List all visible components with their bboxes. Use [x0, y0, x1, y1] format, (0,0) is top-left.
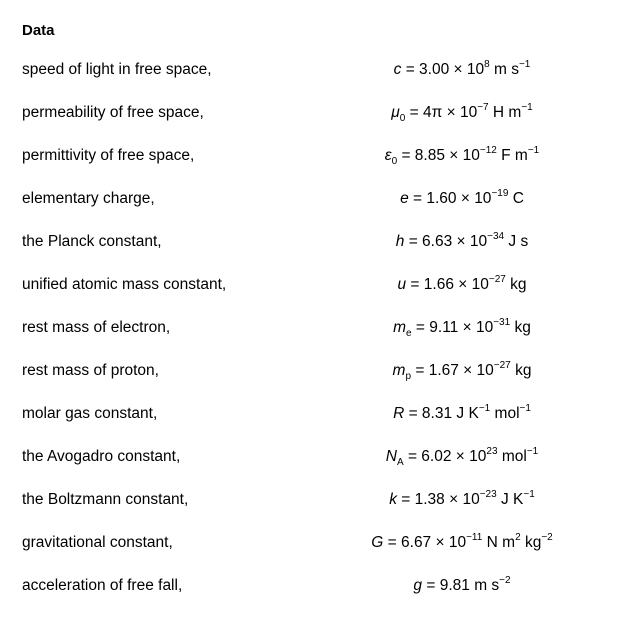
constant-value [342, 534, 582, 552]
constant-value [342, 104, 582, 122]
constant-value [342, 276, 582, 294]
constant-symbol: ε [384, 147, 392, 164]
value-exponent: 8 [484, 59, 490, 70]
constant-row [0, 147, 635, 171]
constant-symbol: e [400, 190, 409, 207]
constant-value [342, 319, 582, 337]
constant-value [342, 147, 582, 165]
constant-row [0, 448, 635, 472]
constant-row [0, 319, 635, 343]
value-text: = 1.38 × 10 [401, 491, 480, 508]
value-exponent: −7 [477, 102, 489, 113]
value-exponent: −27 [488, 274, 506, 285]
value-text: = 1.67 × 10 [415, 362, 494, 379]
constant-symbol: m [393, 319, 407, 336]
constant-label: gravitational constant, [22, 534, 173, 551]
value-text: = 3.00 × 10 [405, 61, 485, 78]
constant-value [342, 405, 582, 423]
constant-symbol: μ [391, 104, 400, 121]
constant-label: rest mass of electron, [22, 319, 171, 336]
value-text: = 8.31 J K [408, 405, 479, 422]
constant-value [342, 448, 582, 466]
constant-symbol: R [393, 405, 405, 422]
data-heading: Data [22, 22, 55, 39]
constant-value [342, 61, 582, 79]
value-exponent: −23 [479, 489, 497, 500]
constant-row [0, 405, 635, 429]
constant-label: permeability of free space, [22, 104, 204, 121]
constant-row [0, 577, 635, 601]
constant-label: acceleration of free fall, [22, 577, 183, 594]
value-text: = 6.63 × 10 [408, 233, 488, 250]
constant-symbol: h [395, 233, 405, 250]
symbol-subscript: 0 [399, 113, 406, 124]
unit-exponent: −1 [523, 489, 535, 500]
constant-row [0, 233, 635, 257]
value-exponent: −19 [491, 188, 509, 199]
unit-exponent: −1 [519, 403, 531, 414]
constant-row [0, 491, 635, 515]
symbol-subscript: e [406, 328, 412, 339]
constant-symbol: g [413, 577, 423, 594]
symbol-subscript: 0 [391, 156, 398, 167]
constant-value [342, 190, 582, 208]
constant-row [0, 534, 635, 558]
constant-symbol: u [397, 276, 407, 293]
unit-text: kg [515, 362, 532, 379]
constant-symbol: c [393, 61, 402, 78]
unit-text: J K [500, 491, 524, 508]
unit-text: N m [486, 534, 516, 551]
value-exponent: −27 [493, 360, 511, 371]
unit-exponent: −1 [521, 102, 533, 113]
constant-value [342, 233, 582, 251]
value-exponent: −11 [466, 532, 483, 543]
unit-text: mol [501, 448, 527, 465]
unit-text: m s [494, 61, 519, 78]
unit-text: J s [508, 233, 529, 250]
constant-row [0, 104, 635, 128]
unit-tail-exponent: −2 [541, 532, 553, 543]
value-exponent: −34 [487, 231, 505, 242]
constant-symbol: N [385, 448, 397, 465]
value-text: = 1.66 × 10 [410, 276, 489, 293]
unit-exponent: 2 [515, 532, 521, 543]
constant-label [22, 147, 194, 165]
constant-symbol: G [371, 534, 384, 551]
constant-label: elementary charge, [22, 190, 155, 207]
constant-row [0, 190, 635, 214]
constant-row [0, 61, 635, 85]
constant-label: molar gas constant, [22, 405, 158, 422]
constant-label: the Avogadro constant, [22, 448, 181, 465]
value-exponent: −1 [478, 403, 491, 414]
value-text: = 6.02 × 10 [407, 448, 487, 465]
constant-value [342, 491, 582, 509]
unit-text: kg [510, 276, 527, 293]
value-exponent: −31 [493, 317, 511, 328]
unit-exponent: −1 [526, 446, 539, 457]
constant-value [342, 362, 582, 380]
value-exponent: 23 [486, 446, 498, 457]
value-text: = 9.81 m s [426, 577, 500, 594]
unit-text: C [512, 190, 524, 207]
value-text: = 1.60 × 10 [413, 190, 492, 207]
constant-label: the Planck constant, [22, 233, 162, 250]
constant-symbol: m [392, 362, 406, 379]
unit-exponent: −1 [527, 145, 540, 156]
unit-text: F m [501, 147, 528, 164]
symbol-subscript: A [396, 457, 404, 468]
constant-label-text: permittivity of free space, [22, 147, 195, 164]
unit-tail: kg [524, 534, 542, 551]
constant-value [342, 577, 582, 595]
constant-label: speed of light in free space, [22, 61, 212, 78]
constant-label: the Boltzmann constant, [22, 491, 189, 508]
unit-text: kg [514, 319, 531, 336]
constant-label: rest mass of proton, [22, 362, 159, 379]
constant-label: unified atomic mass constant, [22, 276, 227, 293]
value-exponent: −12 [479, 145, 497, 156]
unit-exponent: −1 [518, 59, 531, 70]
unit-text: mol [494, 405, 520, 422]
value-exponent: −2 [499, 575, 511, 586]
value-text: = 8.85 × 10 [401, 147, 480, 164]
unit-text: H m [492, 104, 522, 121]
symbol-subscript: p [405, 371, 412, 382]
constant-row [0, 362, 635, 386]
constant-symbol: k [389, 491, 397, 508]
value-text: = 9.11 × 10 [415, 319, 494, 336]
value-text: = 4π × 10 [409, 104, 478, 121]
constant-row [0, 276, 635, 300]
value-text: = 6.67 × 10 [387, 534, 467, 551]
